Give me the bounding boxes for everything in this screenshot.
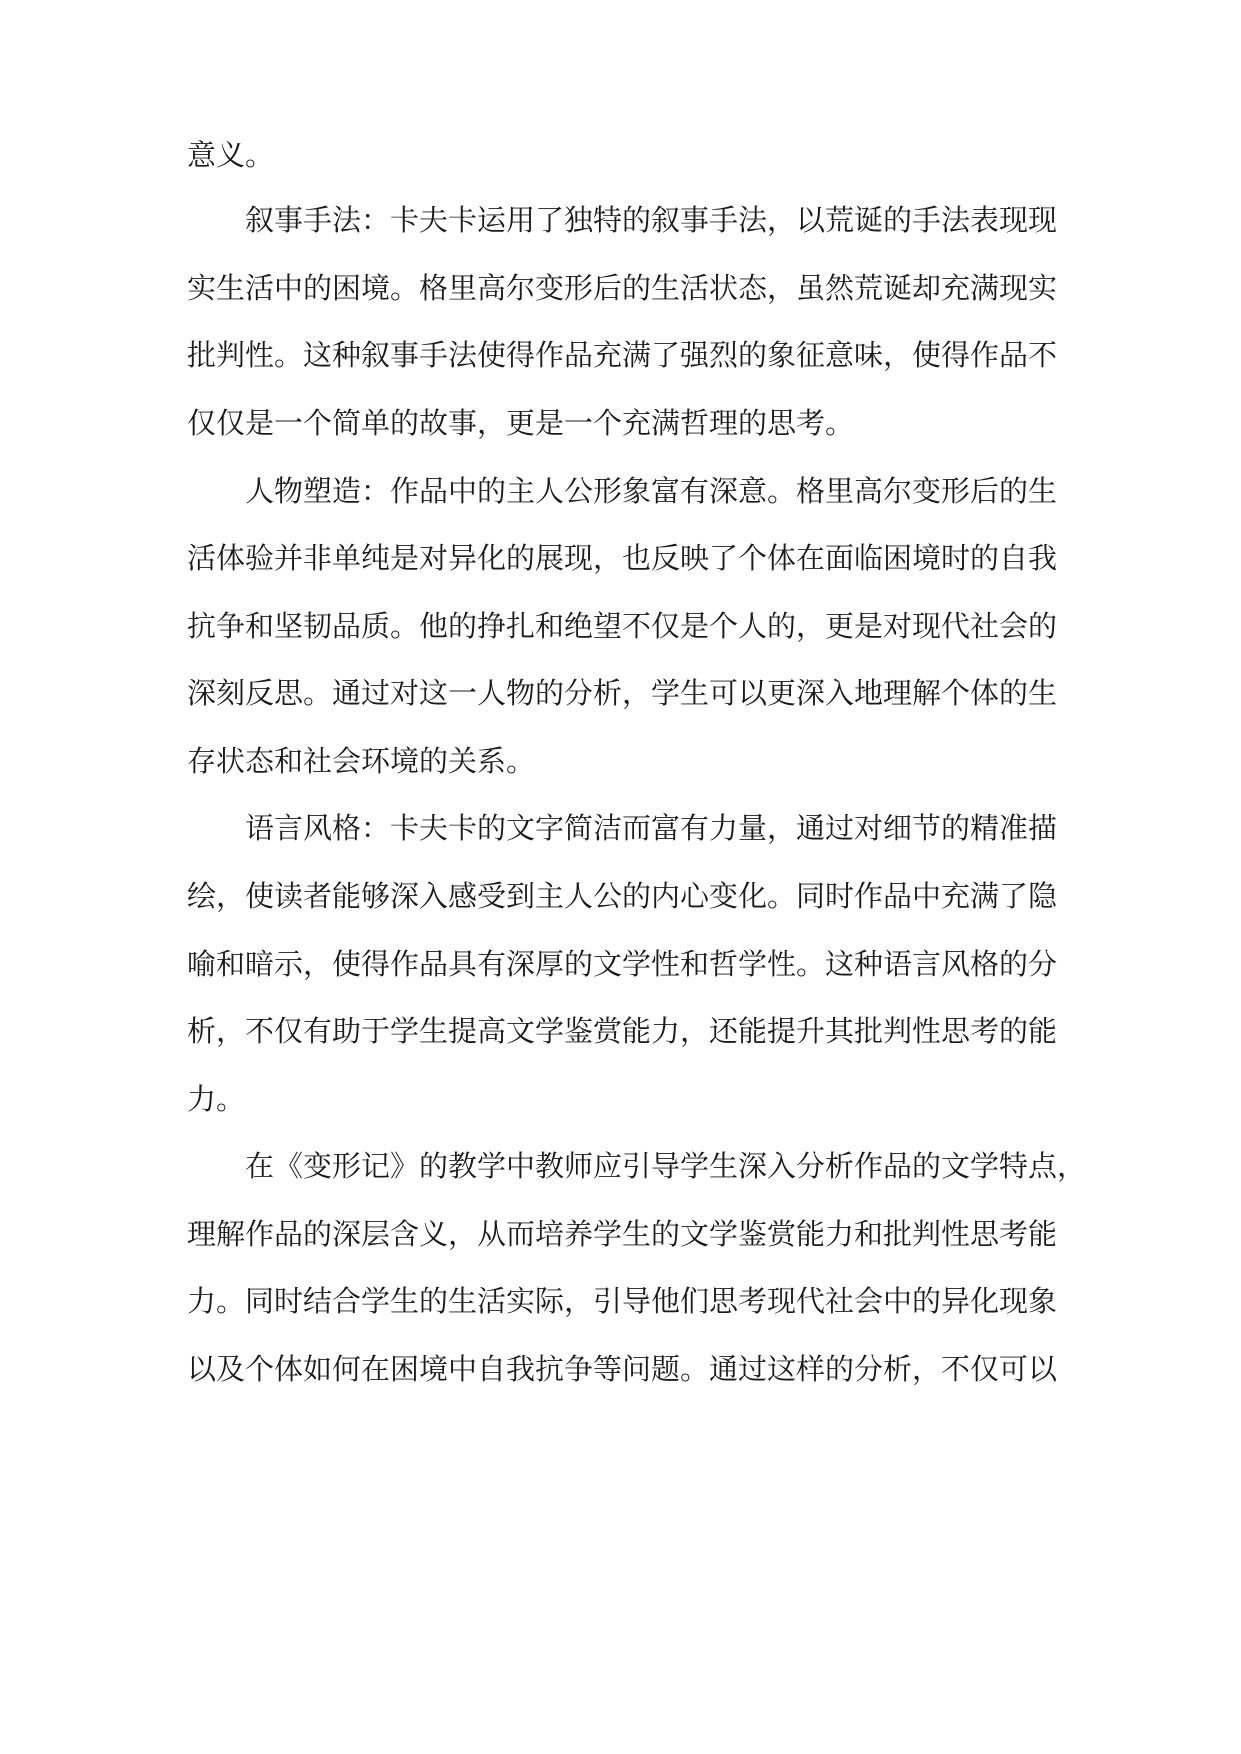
text-line-10: 存状态和社会环境的关系。 — [187, 744, 536, 778]
text-line-2: 叙事手法：卡夫卡运用了独特的叙事手法，以荒诞的手法表现现 — [245, 203, 1058, 237]
text-line-7: 活体验并非单纯是对异化的展现，也反映了个体在面临困境时的自我 — [187, 541, 1058, 575]
text-line-11: 语言风格：卡夫卡的文字简洁而富有力量，通过对细节的精准描 — [245, 811, 1058, 845]
text-line-18: 力。同时结合学生的生活实际，引导他们思考现代社会中的异化现象 — [187, 1284, 1058, 1318]
text-line-5: 仅仅是一个简单的故事，更是一个充满哲理的思考。 — [187, 406, 855, 440]
text-line-6: 人物塑造：作品中的主人公形象富有深意。格里高尔变形后的生 — [245, 474, 1058, 508]
text-line-8: 抗争和坚韧品质。他的挣扎和绝望不仅是个人的，更是对现代社会的 — [187, 609, 1058, 643]
text-line-14: 析，不仅有助于学生提高文学鉴赏能力，还能提升其批判性思考的能 — [187, 1014, 1058, 1048]
text-line-16: 在《变形记》的教学中教师应引导学生深入分析作品的文学特点， — [245, 1149, 1087, 1183]
text-line-15: 力。 — [187, 1082, 246, 1116]
text-line-4: 批判性。这种叙事手法使得作品充满了强烈的象征意味，使得作品不 — [187, 338, 1058, 372]
text-line-12: 绘，使读者能够深入感受到主人公的内心变化。同时作品中充满了隐 — [187, 879, 1058, 913]
text-line-3: 实生活中的困境。格里高尔变形后的生活状态，虽然荒诞却充满现实 — [187, 271, 1058, 305]
text-line-9: 深刻反思。通过对这一人物的分析，学生可以更深入地理解个体的生 — [187, 676, 1058, 710]
text-line-1: 意义。 — [187, 138, 275, 172]
text-line-19: 以及个体如何在困境中自我抗争等问题。通过这样的分析，不仅可以 — [187, 1352, 1058, 1386]
text-line-13: 喻和暗示，使得作品具有深厚的文学性和哲学性。这种语言风格的分 — [187, 947, 1058, 981]
text-line-17: 理解作品的深层含义，从而培养学生的文学鉴赏能力和批判性思考能 — [187, 1217, 1058, 1251]
